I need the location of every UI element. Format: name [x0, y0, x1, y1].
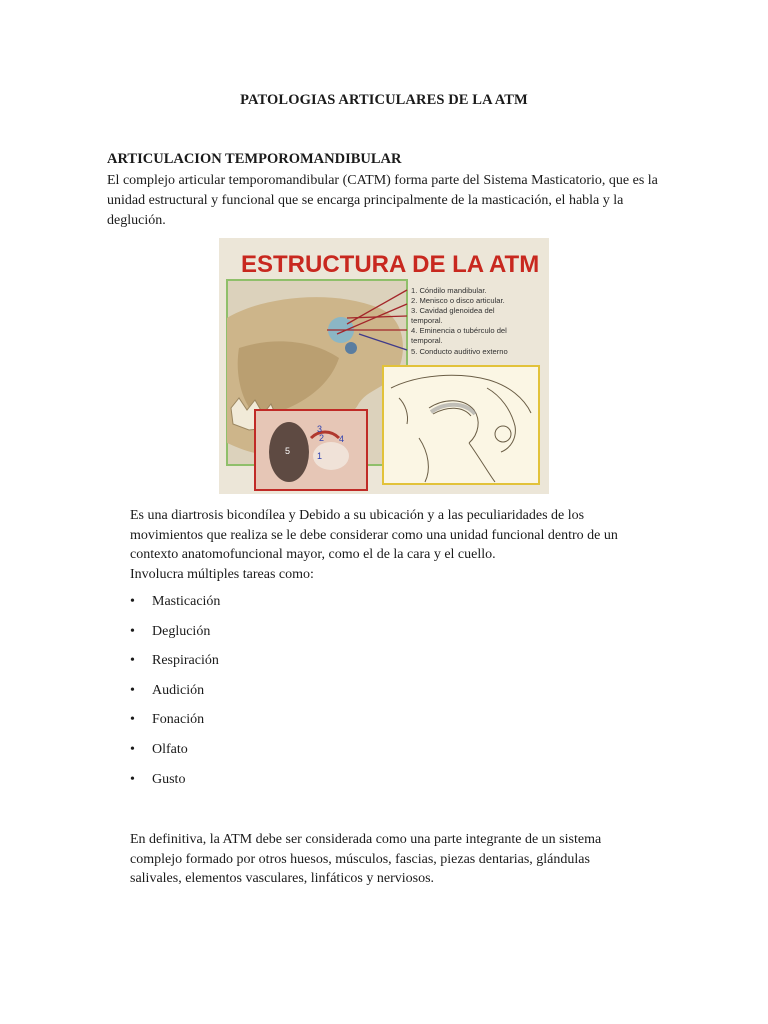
inset-number: 5 — [285, 446, 291, 456]
bullet-icon: • — [130, 682, 135, 698]
bullet-icon: • — [130, 771, 135, 787]
list-item-label: Masticación — [152, 594, 221, 609]
bullet-icon: • — [130, 623, 135, 639]
list-item-label: Gusto — [152, 771, 186, 787]
list-item — [130, 710, 220, 740]
legend-line: 2. Menisco o disco articular. — [411, 296, 505, 305]
bullet-icon: • — [130, 712, 135, 728]
legend-line: temporal. — [411, 316, 443, 325]
section-heading: ARTICULACION TEMPOROMANDIBULAR — [107, 151, 402, 167]
list-item — [130, 740, 220, 770]
closing-line: salivales, elementos vasculares, linfáticos y nerviosos. — [130, 871, 435, 886]
list-item-label: Fonación — [152, 712, 205, 728]
list-item — [130, 651, 220, 681]
closing-paragraph — [130, 830, 670, 889]
legend-line: 5. Conducto auditivo externo — [411, 347, 508, 356]
closing-line: En definitiva, la ATM debe ser considerada como una parte integrante de un sistema — [130, 832, 602, 847]
inset-number: 3 — [317, 424, 323, 434]
bullet-icon: • — [130, 653, 135, 669]
list-item — [130, 622, 220, 652]
list-item — [130, 681, 220, 711]
line-drawing-panel — [383, 366, 539, 484]
list-item-label: Deglución — [152, 623, 211, 639]
body-line: Involucra múltiples tareas como: — [130, 566, 314, 582]
bullet-icon: • — [130, 594, 135, 609]
list-item — [130, 592, 220, 622]
atm-structure-figure — [219, 238, 549, 494]
task-list — [130, 592, 220, 799]
body-line: movimientos que realiza se le debe considerar como una unidad funcional dentro de un — [130, 527, 618, 543]
list-item-label: Audición — [152, 682, 205, 698]
inset-number: 4 — [339, 434, 345, 444]
list-item — [130, 770, 220, 800]
list-item-label: Olfato — [152, 741, 188, 757]
closing-line: complejo formado por otros huesos, músculos, fascias, piezas dentarias, glándulas — [130, 851, 590, 867]
legend-line: 4. Eminencia o tubérculo del — [411, 326, 507, 335]
body-line: Es una diartrosis bicondílea y Debido a su ubicación y a las peculiaridades de los — [130, 508, 585, 523]
inset-number: 1 — [317, 451, 323, 461]
legend-line: 3. Cavidad glenoidea del — [411, 306, 495, 315]
body-paragraph — [130, 506, 670, 584]
body-line: contexto anatomofuncional mayor, como el de la cara y el cuello. — [130, 547, 496, 562]
intro-paragraph: El complejo articular temporomandibular (CATM) forma parte del Sistema Masticatorio, que es la unidad estructural y funcional que se encarga principalmente de la masticación, el habla y la deglución. — [107, 173, 658, 228]
legend-line: temporal. — [411, 336, 443, 345]
list-item-label: Respiración — [152, 653, 219, 669]
page-title: PATOLOGIAS ARTICULARES DE LA ATM — [240, 92, 528, 108]
legend-line: 1. Cóndilo mandibular. — [411, 286, 487, 295]
inset-number: 2 — [319, 433, 325, 443]
figure-title: ESTRUCTURA DE LA ATM — [241, 251, 540, 278]
bullet-icon: • — [130, 741, 135, 757]
